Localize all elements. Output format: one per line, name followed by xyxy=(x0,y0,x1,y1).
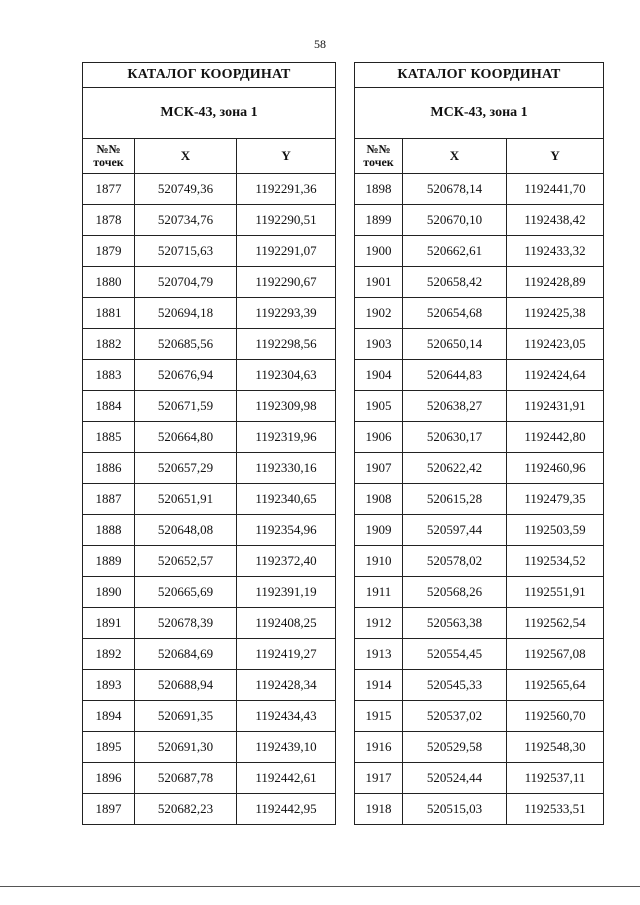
table-row xyxy=(83,453,336,484)
table-row xyxy=(355,205,604,236)
cell-point-number: 1887 xyxy=(83,484,135,515)
cell-y: 1192428,34 xyxy=(237,670,336,701)
cell-x: 520685,56 xyxy=(135,329,237,360)
cell-point-number: 1886 xyxy=(83,453,135,484)
cell-x: 520515,03 xyxy=(403,794,507,825)
cell-point-number: 1884 xyxy=(83,391,135,422)
cell-y: 1192562,54 xyxy=(507,608,604,639)
cell-point-number: 1883 xyxy=(83,360,135,391)
cell-x: 520662,61 xyxy=(403,236,507,267)
cell-point-number: 1881 xyxy=(83,298,135,329)
cell-point-number: 1885 xyxy=(83,422,135,453)
cell-point-number: 1877 xyxy=(83,174,135,205)
cell-y: 1192460,96 xyxy=(507,453,604,484)
cell-y: 1192433,32 xyxy=(507,236,604,267)
cell-x: 520537,02 xyxy=(403,701,507,732)
cell-x: 520654,68 xyxy=(403,298,507,329)
cell-x: 520671,59 xyxy=(135,391,237,422)
cell-x: 520664,80 xyxy=(135,422,237,453)
cell-x: 520704,79 xyxy=(135,267,237,298)
cell-y: 1192298,56 xyxy=(237,329,336,360)
table-row xyxy=(83,515,336,546)
cell-y: 1192503,59 xyxy=(507,515,604,546)
table-row xyxy=(355,732,604,763)
cell-point-number: 1918 xyxy=(355,794,403,825)
cell-x: 520650,14 xyxy=(403,329,507,360)
column-header-y: Y xyxy=(237,139,336,174)
cell-y: 1192304,63 xyxy=(237,360,336,391)
cell-y: 1192290,51 xyxy=(237,205,336,236)
cell-y: 1192419,27 xyxy=(237,639,336,670)
table-row xyxy=(355,763,604,794)
cell-x: 520715,63 xyxy=(135,236,237,267)
column-header-x: X xyxy=(403,139,507,174)
cell-y: 1192438,42 xyxy=(507,205,604,236)
cell-x: 520648,08 xyxy=(135,515,237,546)
cell-point-number: 1909 xyxy=(355,515,403,546)
cell-y: 1192330,16 xyxy=(237,453,336,484)
table-row xyxy=(355,794,604,825)
cell-point-number: 1905 xyxy=(355,391,403,422)
cell-point-number: 1897 xyxy=(83,794,135,825)
cell-point-number: 1891 xyxy=(83,608,135,639)
cell-point-number: 1899 xyxy=(355,205,403,236)
table-row xyxy=(355,267,604,298)
table-row xyxy=(83,701,336,732)
table-row xyxy=(83,670,336,701)
table-row xyxy=(355,515,604,546)
coordinate-catalog-table-right xyxy=(354,62,604,825)
cell-x: 520657,29 xyxy=(135,453,237,484)
cell-point-number: 1917 xyxy=(355,763,403,794)
cell-y: 1192441,70 xyxy=(507,174,604,205)
cell-point-number: 1908 xyxy=(355,484,403,515)
cell-point-number: 1882 xyxy=(83,329,135,360)
cell-y: 1192442,61 xyxy=(237,763,336,794)
coordinate-system-label: МСК-43, зона 1 xyxy=(83,88,336,139)
cell-point-number: 1913 xyxy=(355,639,403,670)
cell-y: 1192423,05 xyxy=(507,329,604,360)
cell-point-number: 1889 xyxy=(83,546,135,577)
cell-y: 1192479,35 xyxy=(507,484,604,515)
cell-x: 520734,76 xyxy=(135,205,237,236)
cell-x: 520749,36 xyxy=(135,174,237,205)
table-row xyxy=(83,732,336,763)
table-body-left xyxy=(83,174,336,825)
cell-point-number: 1903 xyxy=(355,329,403,360)
cell-x: 520622,42 xyxy=(403,453,507,484)
cell-y: 1192291,07 xyxy=(237,236,336,267)
cell-y: 1192533,51 xyxy=(507,794,604,825)
cell-point-number: 1904 xyxy=(355,360,403,391)
cell-point-number: 1898 xyxy=(355,174,403,205)
cell-y: 1192551,91 xyxy=(507,577,604,608)
cell-point-number: 1907 xyxy=(355,453,403,484)
bottom-divider xyxy=(0,886,640,887)
table-row xyxy=(83,608,336,639)
cell-y: 1192309,98 xyxy=(237,391,336,422)
cell-point-number: 1915 xyxy=(355,701,403,732)
table-row xyxy=(355,422,604,453)
cell-y: 1192408,25 xyxy=(237,608,336,639)
cell-x: 520678,14 xyxy=(403,174,507,205)
cell-point-number: 1900 xyxy=(355,236,403,267)
column-header-y: Y xyxy=(507,139,604,174)
column-header-x: X xyxy=(135,139,237,174)
cell-y: 1192439,10 xyxy=(237,732,336,763)
cell-x: 520529,58 xyxy=(403,732,507,763)
cell-x: 520644,83 xyxy=(403,360,507,391)
table-row xyxy=(355,236,604,267)
cell-x: 520597,44 xyxy=(403,515,507,546)
cell-y: 1192428,89 xyxy=(507,267,604,298)
table-row xyxy=(83,267,336,298)
cell-y: 1192372,40 xyxy=(237,546,336,577)
cell-x: 520563,38 xyxy=(403,608,507,639)
cell-y: 1192291,36 xyxy=(237,174,336,205)
cell-y: 1192290,67 xyxy=(237,267,336,298)
cell-x: 520638,27 xyxy=(403,391,507,422)
cell-point-number: 1893 xyxy=(83,670,135,701)
table-row xyxy=(355,360,604,391)
cell-point-number: 1894 xyxy=(83,701,135,732)
cell-point-number: 1911 xyxy=(355,577,403,608)
cell-x: 520694,18 xyxy=(135,298,237,329)
table-row xyxy=(83,360,336,391)
cell-point-number: 1910 xyxy=(355,546,403,577)
cell-x: 520678,39 xyxy=(135,608,237,639)
table-row xyxy=(83,763,336,794)
cell-y: 1192424,64 xyxy=(507,360,604,391)
table-row xyxy=(355,453,604,484)
cell-x: 520578,02 xyxy=(403,546,507,577)
cell-y: 1192560,70 xyxy=(507,701,604,732)
cell-x: 520684,69 xyxy=(135,639,237,670)
cell-x: 520688,94 xyxy=(135,670,237,701)
cell-y: 1192534,52 xyxy=(507,546,604,577)
cell-x: 520691,35 xyxy=(135,701,237,732)
cell-y: 1192293,39 xyxy=(237,298,336,329)
table-title: КАТАЛОГ КООРДИНАТ xyxy=(83,63,336,88)
cell-x: 520568,26 xyxy=(403,577,507,608)
cell-point-number: 1892 xyxy=(83,639,135,670)
cell-x: 520665,69 xyxy=(135,577,237,608)
cell-y: 1192434,43 xyxy=(237,701,336,732)
cell-x: 520554,45 xyxy=(403,639,507,670)
cell-x: 520687,78 xyxy=(135,763,237,794)
table-row xyxy=(83,391,336,422)
cell-y: 1192391,19 xyxy=(237,577,336,608)
cell-point-number: 1888 xyxy=(83,515,135,546)
cell-point-number: 1895 xyxy=(83,732,135,763)
cell-point-number: 1901 xyxy=(355,267,403,298)
cell-point-number: 1878 xyxy=(83,205,135,236)
table-row xyxy=(355,577,604,608)
table-title: КАТАЛОГ КООРДИНАТ xyxy=(355,63,604,88)
cell-y: 1192340,65 xyxy=(237,484,336,515)
table-row xyxy=(355,298,604,329)
cell-y: 1192565,64 xyxy=(507,670,604,701)
table-row xyxy=(355,391,604,422)
cell-point-number: 1914 xyxy=(355,670,403,701)
cell-y: 1192319,96 xyxy=(237,422,336,453)
table-row xyxy=(83,298,336,329)
cell-x: 520670,10 xyxy=(403,205,507,236)
cell-x: 520524,44 xyxy=(403,763,507,794)
table-row xyxy=(83,236,336,267)
table-row xyxy=(355,670,604,701)
table-row xyxy=(83,577,336,608)
table-row xyxy=(355,639,604,670)
cell-point-number: 1906 xyxy=(355,422,403,453)
table-row xyxy=(355,608,604,639)
cell-y: 1192442,95 xyxy=(237,794,336,825)
table-row xyxy=(83,329,336,360)
cell-x: 520676,94 xyxy=(135,360,237,391)
cell-x: 520658,42 xyxy=(403,267,507,298)
coordinate-system-label: МСК-43, зона 1 xyxy=(355,88,604,139)
table-row xyxy=(83,422,336,453)
cell-point-number: 1916 xyxy=(355,732,403,763)
cell-y: 1192537,11 xyxy=(507,763,604,794)
cell-point-number: 1902 xyxy=(355,298,403,329)
table-body-right xyxy=(355,174,604,825)
table-row xyxy=(355,546,604,577)
cell-point-number: 1912 xyxy=(355,608,403,639)
cell-x: 520691,30 xyxy=(135,732,237,763)
cell-x: 520682,23 xyxy=(135,794,237,825)
cell-x: 520545,33 xyxy=(403,670,507,701)
table-row xyxy=(355,174,604,205)
cell-x: 520615,28 xyxy=(403,484,507,515)
cell-y: 1192567,08 xyxy=(507,639,604,670)
cell-y: 1192425,38 xyxy=(507,298,604,329)
table-row xyxy=(83,794,336,825)
table-row xyxy=(355,484,604,515)
table-row xyxy=(83,484,336,515)
cell-point-number: 1880 xyxy=(83,267,135,298)
column-header-point-number: №№ точек xyxy=(355,139,403,174)
cell-x: 520630,17 xyxy=(403,422,507,453)
cell-x: 520651,91 xyxy=(135,484,237,515)
cell-y: 1192442,80 xyxy=(507,422,604,453)
table-row xyxy=(355,329,604,360)
table-row xyxy=(83,205,336,236)
table-row xyxy=(83,546,336,577)
page-number: 58 xyxy=(314,37,326,51)
cell-point-number: 1896 xyxy=(83,763,135,794)
coordinate-catalog-table-left xyxy=(82,62,336,825)
cell-y: 1192548,30 xyxy=(507,732,604,763)
cell-point-number: 1879 xyxy=(83,236,135,267)
table-row xyxy=(83,639,336,670)
cell-point-number: 1890 xyxy=(83,577,135,608)
table-row xyxy=(83,174,336,205)
cell-y: 1192354,96 xyxy=(237,515,336,546)
column-header-point-number: №№ точек xyxy=(83,139,135,174)
cell-x: 520652,57 xyxy=(135,546,237,577)
cell-y: 1192431,91 xyxy=(507,391,604,422)
table-row xyxy=(355,701,604,732)
